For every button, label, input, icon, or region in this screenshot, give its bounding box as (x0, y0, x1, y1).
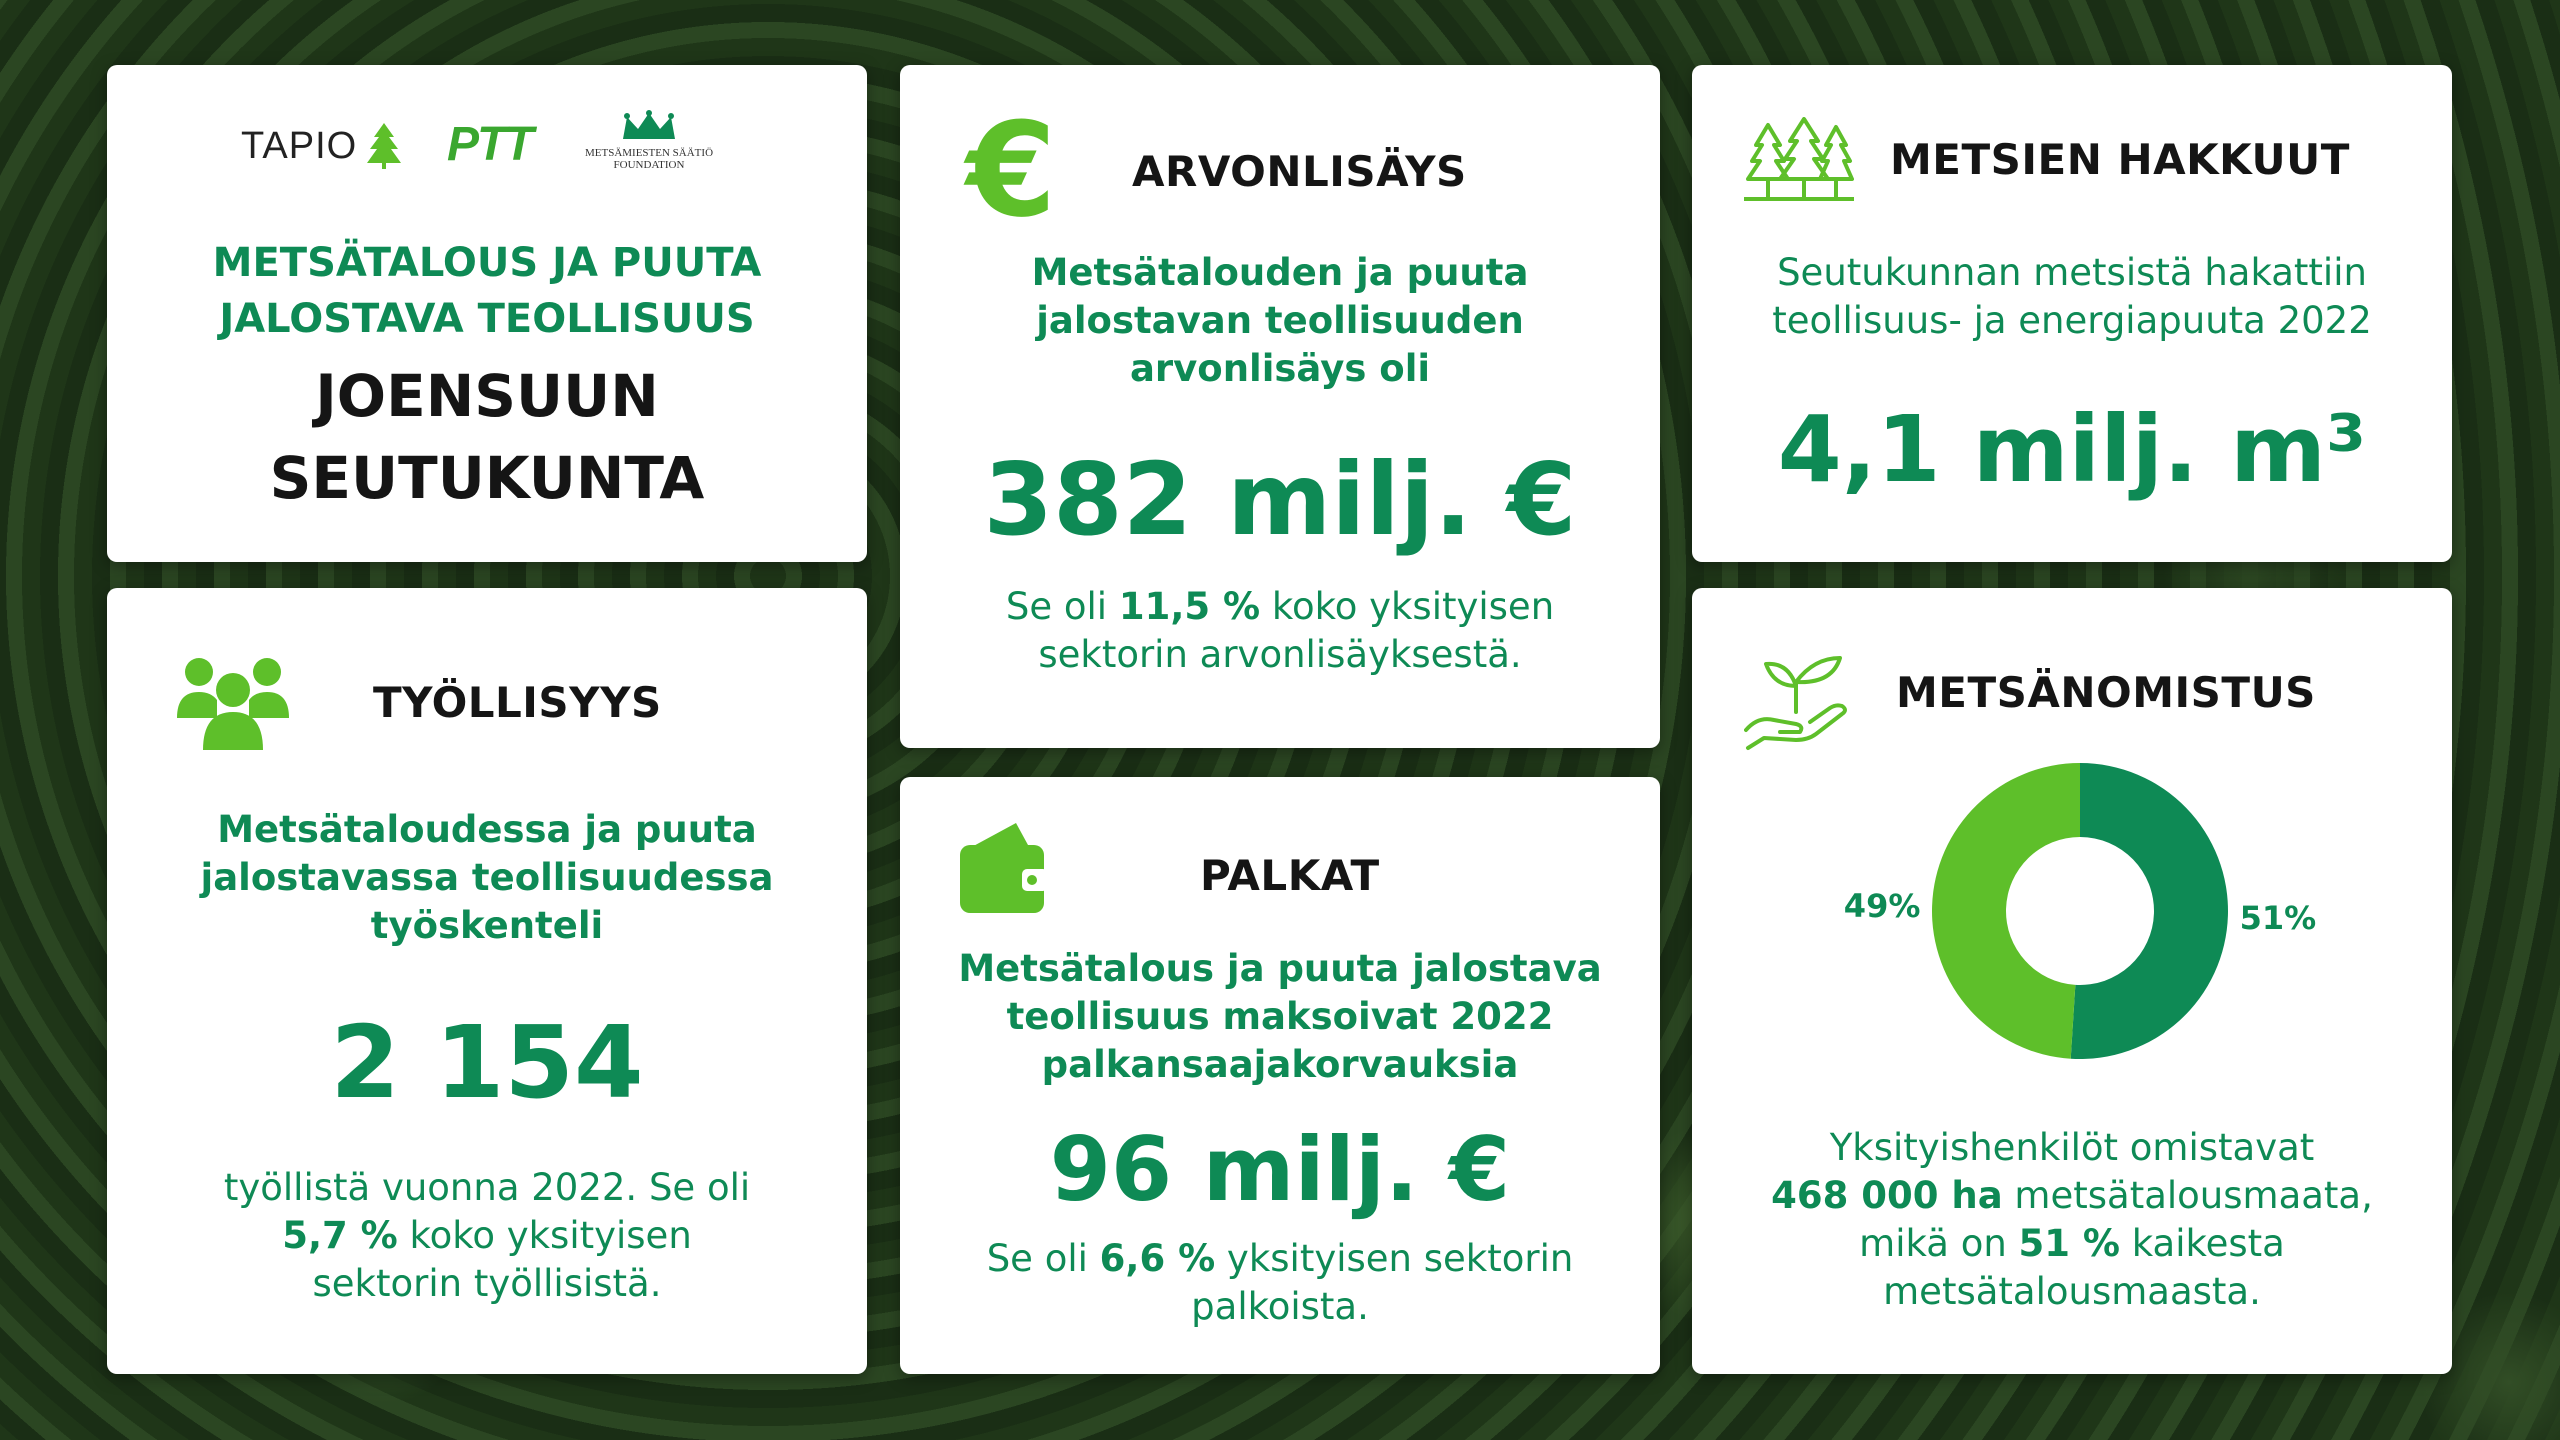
trees-icon (1744, 117, 1854, 207)
text-span: Se oli (1005, 585, 1119, 628)
hakkuut-lead (1692, 249, 2452, 345)
donut-label-1: 49% (1843, 886, 1921, 925)
tyollisyys-body (107, 1164, 867, 1308)
tapio-logo (241, 125, 357, 175)
arvonlisays-lead-line1: Metsätalouden ja puuta (1031, 251, 1529, 294)
text-span: metsätalousmaata, (2002, 1174, 2373, 1217)
page-title-line2: SEUTUKUNTA (269, 444, 705, 512)
palkat-lead-line3: palkansaajakorvauksia (1041, 1043, 1519, 1086)
title-card (107, 65, 867, 562)
wallet-icon (958, 819, 1048, 915)
text-span: koko yksityisen (397, 1214, 692, 1257)
tyollisyys-body-line2 (107, 1212, 867, 1260)
metsanomistus-heading: METSÄNOMISTUS (1896, 668, 2316, 717)
arvonlisays-lead-line3: arvonlisäys oli (1129, 347, 1431, 390)
arvonlisays-body (900, 583, 1660, 679)
tyollisyys-value: 2 154 (330, 1004, 644, 1121)
tyollisyys-body-line3: sektorin työllisistä. (312, 1262, 662, 1305)
ptt-logo: PTT (447, 118, 532, 171)
tyollisyys-lead-line2: jalostavassa teollisuudessa (200, 856, 774, 899)
donut-label-0: 51% (2239, 899, 2317, 938)
highlight-value: 468 000 ha (1771, 1174, 2003, 1217)
tyollisyys-card (107, 588, 867, 1374)
text-span: koko yksityisen (1260, 585, 1555, 628)
palkat-card (900, 777, 1660, 1374)
arvonlisays-body-line1 (900, 583, 1660, 631)
text-span: Se oli (986, 1237, 1100, 1280)
title-subtitle-line2: JALOSTAVA TEOLLISUUS (219, 296, 755, 342)
text-span: kaikesta (2120, 1222, 2285, 1265)
arvonlisays-heading: ARVONLISÄYS (1132, 147, 1467, 196)
highlight-value: 6,6 % (1099, 1237, 1216, 1280)
spruce-icon (367, 123, 401, 169)
arvonlisays-lead (900, 249, 1660, 393)
palkat-body (900, 1235, 1660, 1331)
highlight-value: 5,7 % (282, 1214, 398, 1257)
hakkuut-lead-line2: teollisuus- ja energiapuuta 2022 (1772, 299, 2372, 342)
arvonlisays-lead-line2: jalostavan teollisuuden (1036, 299, 1524, 342)
metsanomistus-body-line4: metsätalousmaasta. (1883, 1270, 2261, 1313)
palkat-lead-line2: teollisuus maksoivat 2022 (1006, 995, 1554, 1038)
euro-icon: € (966, 94, 1057, 246)
tyollisyys-lead-line1: Metsätaloudessa ja puuta (217, 808, 757, 851)
foundation-name: METSÄMIESTEN SÄÄTIÖ (584, 147, 714, 159)
text-span: mikä on (1859, 1222, 2019, 1265)
people-icon (177, 652, 289, 750)
plant-hand-icon (1744, 652, 1848, 752)
tyollisyys-heading: TYÖLLISYYS (373, 678, 662, 727)
text-span: yksityisen sektorin (1215, 1237, 1574, 1280)
hakkuut-heading: METSIEN HAKKUUT (1890, 135, 2350, 184)
page-title-line1: JOENSUUN (315, 362, 659, 430)
palkat-body-line1 (900, 1235, 1660, 1283)
tyollisyys-lead (107, 806, 867, 950)
foundation-sub: FOUNDATION (613, 159, 685, 171)
ownership-donut-chart (1692, 758, 2452, 1098)
metsanomistus-body-line1: Yksityishenkilöt omistavat (1829, 1126, 2315, 1169)
palkat-lead-line1: Metsätalous ja puuta jalostava (958, 947, 1602, 990)
metsanomistus-card (1692, 588, 2452, 1374)
hakkuut-card (1692, 65, 2452, 562)
hakkuut-value: 4,1 milj. m³ (1777, 396, 2367, 503)
palkat-heading: PALKAT (1200, 851, 1380, 900)
tapio-logo-text: TAPIO (241, 125, 358, 167)
title-subtitle (107, 235, 867, 347)
arvonlisays-value: 382 milj. € (983, 441, 1577, 558)
arvonlisays-card (900, 65, 1660, 748)
palkat-body-line2: palkoista. (1191, 1285, 1369, 1328)
metsanomistus-body (1692, 1124, 2452, 1316)
donut-slice-0 (2071, 763, 2228, 1059)
page-title (107, 355, 867, 519)
metsanomistus-body-line2 (1692, 1172, 2452, 1220)
palkat-value: 96 milj. € (1049, 1118, 1511, 1221)
donut-slice-1 (1932, 763, 2080, 1059)
crown-icon (619, 109, 679, 143)
palkat-lead (900, 945, 1660, 1089)
tyollisyys-body-line1: työllistä vuonna 2022. Se oli (223, 1166, 751, 1209)
metsanomistus-body-line3 (1692, 1220, 2452, 1268)
title-subtitle-line1: METSÄTALOUS JA PUUTA (212, 240, 762, 286)
hakkuut-lead-line1: Seutukunnan metsistä hakattiin (1777, 251, 2367, 294)
arvonlisays-body-line2: sektorin arvonlisäyksestä. (1038, 633, 1522, 676)
highlight-value: 11,5 % (1118, 585, 1261, 628)
tyollisyys-lead-line3: työskenteli (370, 904, 604, 947)
foundation-logo (579, 109, 719, 171)
highlight-value: 51 % (2018, 1222, 2120, 1265)
